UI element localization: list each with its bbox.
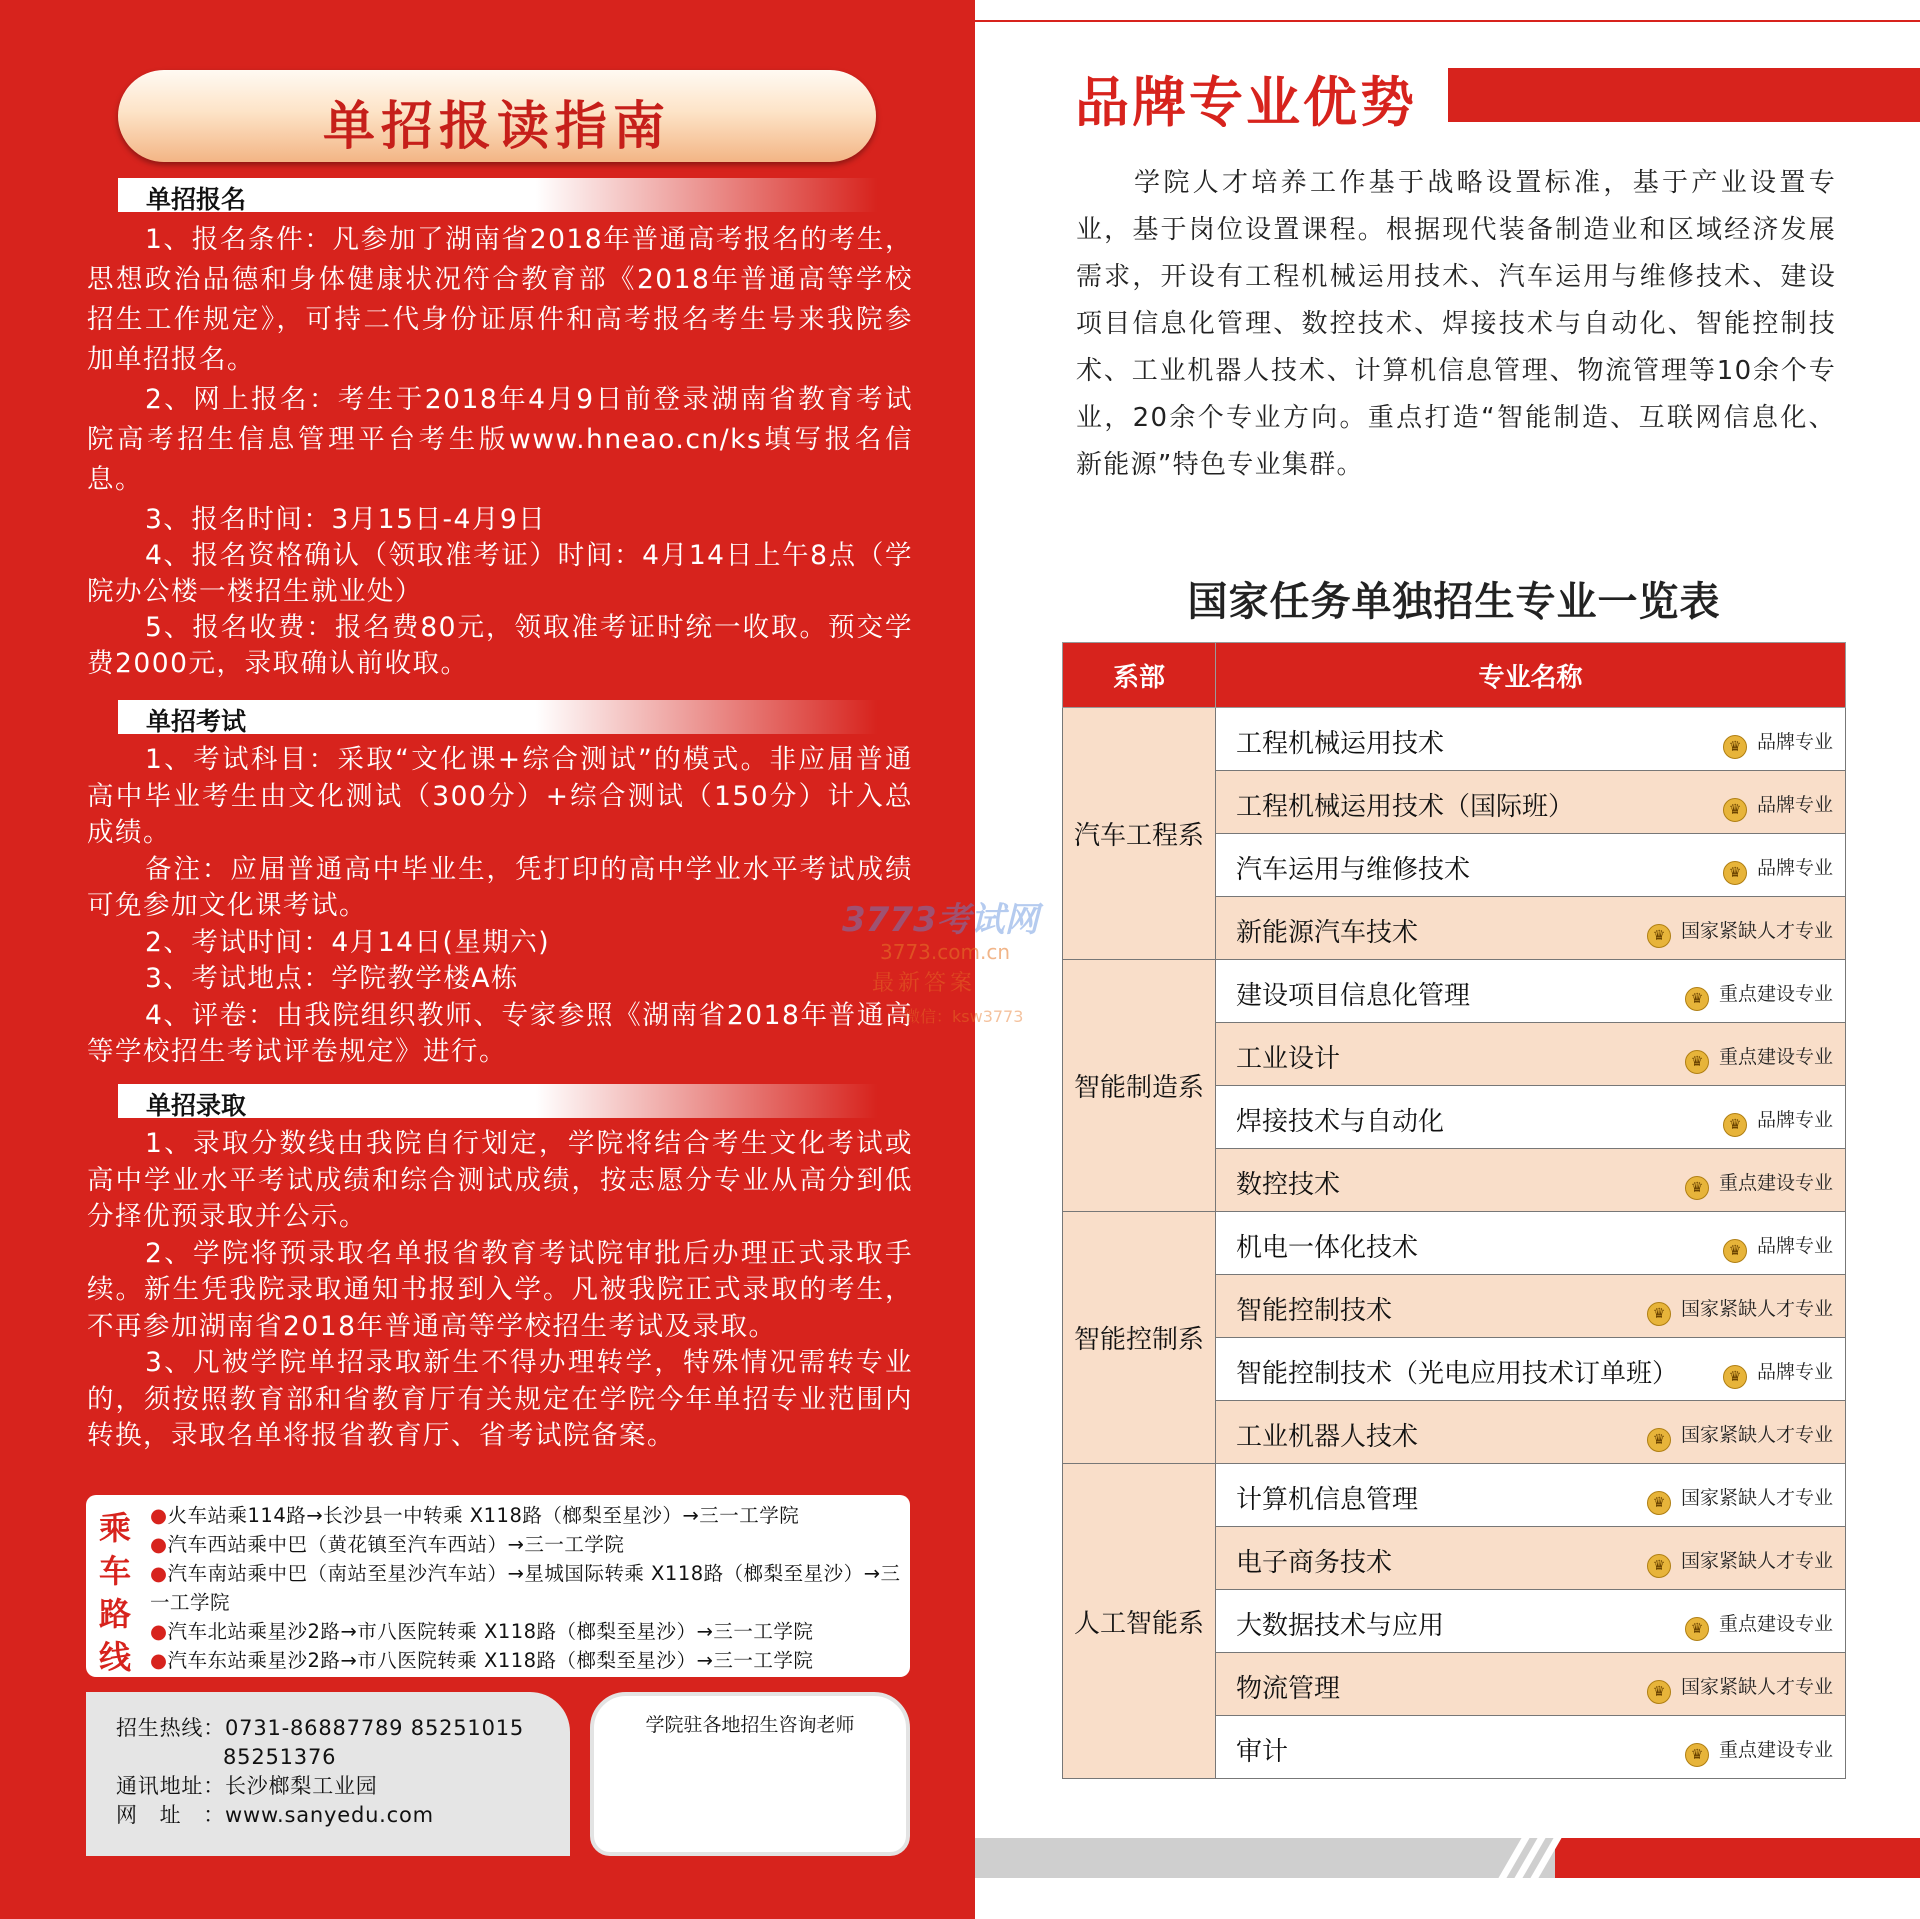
paragraph: 1、录取分数线由我院自行划定，学院将结合考生文化考试或高中学业水平考试成绩和综合测试成绩，按志愿分专业从高分到低分择优预录取并公示。: [87, 1128, 913, 1232]
hotline-line: 招生热线：0731-86887789 85251015: [116, 1716, 525, 1740]
paragraph: 4、评卷：由我院组织教师、专家参照《湖南省2018年普通高等学校招生考试评卷规定》进行。: [87, 999, 913, 1067]
bullet-icon: ●: [150, 1562, 168, 1585]
crown-icon: ♛: [1723, 861, 1747, 885]
major-tag: [1723, 727, 1833, 759]
bullet-icon: ●: [150, 1533, 168, 1556]
address-line: 通讯地址：长沙榔梨工业园: [116, 1774, 378, 1798]
crown-icon: ♛: [1647, 1428, 1671, 1452]
major-cell: [1216, 1527, 1846, 1590]
major-cell: [1216, 1212, 1846, 1275]
department-cell: 智能控制系: [1063, 1212, 1216, 1464]
crown-icon: ♛: [1647, 1680, 1671, 1704]
paragraph: 备注：应届普通高中毕业生，凭打印的高中学业水平考试成绩可免参加文化课考试。: [87, 853, 913, 921]
bus-route-label: 乘车路线: [98, 1509, 131, 1676]
major-tag: [1685, 1609, 1833, 1641]
crown-icon: ♛: [1723, 1365, 1747, 1389]
crown-icon: ♛: [1685, 1743, 1709, 1767]
major-tag-text: 国家紧缺人才专业: [1680, 1424, 1833, 1446]
table-row: [1063, 1212, 1846, 1275]
paragraph: 3、考试地点：学院教学楼A栋: [145, 963, 519, 994]
department-cell: 汽车工程系: [1063, 708, 1216, 960]
bus-route-box: [86, 1495, 910, 1677]
guide-title-banner: [118, 70, 876, 162]
table-row: [1063, 960, 1846, 1023]
major-name: 智能控制技术（光电应用技术订单班）: [1236, 1359, 1679, 1389]
major-name: 工程机械运用技术（国际班）: [1236, 792, 1575, 822]
watermark-logo: 3773考试网: [842, 900, 1039, 940]
crown-icon: ♛: [1723, 798, 1747, 822]
table-row: [1063, 1464, 1846, 1527]
major-tag: [1647, 1420, 1833, 1452]
major-name: 工业设计: [1236, 1044, 1341, 1074]
bullet-icon: ●: [150, 1620, 168, 1643]
watermark-text: 最新答案: [872, 971, 977, 996]
major-tag: [1723, 1231, 1833, 1263]
major-name: 电子商务技术: [1236, 1548, 1393, 1578]
crown-icon: ♛: [1723, 1239, 1747, 1263]
contact-box: [86, 1692, 570, 1856]
major-tag: [1723, 790, 1833, 822]
department-cell: 智能制造系: [1063, 960, 1216, 1212]
major-tag-text: 重点建设专业: [1718, 1172, 1833, 1194]
major-tag-text: 品牌专业: [1756, 1235, 1833, 1257]
major-name: 审计: [1236, 1737, 1289, 1767]
major-cell: [1216, 1653, 1846, 1716]
major-name: 机电一体化技术: [1236, 1233, 1419, 1263]
major-tag-text: 重点建设专业: [1718, 1739, 1833, 1761]
department-cell: 人工智能系: [1063, 1464, 1216, 1779]
major-name: 新能源汽车技术: [1236, 918, 1419, 948]
crown-icon: ♛: [1647, 1554, 1671, 1578]
route-item: ●汽车北站乘星沙2路→市八医院转乘 X118路（榔梨至星沙）→三一工学院: [150, 1620, 814, 1643]
major-cell: [1216, 834, 1846, 897]
majors-table-title: 国家任务单独招生专业一览表: [1187, 579, 1721, 625]
paragraph: 3、报名时间：3月15日-4月9日: [145, 504, 547, 535]
registration-text: [87, 220, 913, 500]
consultant-teacher-box: [590, 1692, 910, 1856]
top-divider: [975, 20, 1920, 22]
crown-icon: ♛: [1723, 735, 1747, 759]
major-cell: [1216, 1149, 1846, 1212]
major-name: 数控技术: [1236, 1170, 1341, 1200]
major-tag: [1647, 1483, 1833, 1515]
crown-icon: ♛: [1685, 1176, 1709, 1200]
section-heading-text: 单招录取: [146, 1091, 247, 1120]
major-cell: [1216, 1590, 1846, 1653]
table-header-row: [1063, 643, 1846, 708]
crown-icon: ♛: [1647, 1302, 1671, 1326]
admission-text: [87, 1126, 913, 1455]
section-heading-exam: [118, 700, 878, 734]
major-tag: [1647, 1294, 1833, 1326]
bullet-icon: ●: [150, 1649, 168, 1672]
major-cell: [1216, 1401, 1846, 1464]
hotline-line-2: 85251376: [223, 1745, 337, 1769]
brand-title: 品牌专业优势: [1075, 71, 1417, 134]
major-tag: [1723, 1105, 1833, 1137]
major-tag-text: 重点建设专业: [1718, 1046, 1833, 1068]
route-item: ●汽车西站乘中巴（黄花镇至汽车西站）→三一工学院: [150, 1533, 625, 1556]
major-tag-text: 国家紧缺人才专业: [1680, 1550, 1833, 1572]
bottom-decor-red: [1555, 1838, 1920, 1878]
brand-intro: 学院人才培养工作基于战略设置标准，基于产业设置专业，基于岗位设置课程。根据现代装备制造业和区域经济发展需求，开设有工程机械运用技术、汽车运用与维修技术、建设项目信息化管理、数控技术、焊接技术与自动化、智能控制技术、工业机器人技术、计算机信息管理、物流管理等10余个专业，20余个专业方向。重点打造“智能制造、互联网信息化、新能源”特色专业集群。: [1076, 168, 1837, 480]
header-department: 系部: [1063, 643, 1216, 708]
registration-text-2: [87, 502, 913, 682]
major-name: 工业机器人技术: [1236, 1422, 1419, 1452]
header-major: 专业名称: [1216, 643, 1846, 708]
major-tag-text: 品牌专业: [1756, 794, 1833, 816]
exam-text: [87, 742, 913, 1071]
major-tag: [1685, 1042, 1833, 1074]
consultant-teacher-label: 学院驻各地招生咨询老师: [645, 1714, 855, 1736]
section-heading-text: 单招考试: [146, 707, 247, 736]
paragraph: 1、考试科目：采取“文化课+综合测试”的模式。非应届普通高中毕业考生由文化测试（300分）+综合测试（150分）计入总成绩。: [87, 744, 913, 848]
crown-icon: ♛: [1723, 1113, 1747, 1137]
paragraph: 2、考试时间：4月14日(星期六): [145, 926, 551, 958]
major-name: 计算机信息管理: [1236, 1485, 1419, 1515]
crown-icon: ♛: [1685, 1617, 1709, 1641]
paragraph: 1、报名条件：凡参加了湖南省2018年普通高考报名的考生，思想政治品德和身体健康状况符合教育部《2018年普通高等学校招生工作规定》，可持二代身份证原件和高考报名考生号来我院参加单招报名。: [87, 224, 913, 375]
major-tag-text: 品牌专业: [1756, 1361, 1833, 1383]
major-cell: [1216, 960, 1846, 1023]
majors-table: [1062, 642, 1846, 1779]
guide-title: 单招报读指南: [322, 97, 671, 157]
brand-title-bar: [1448, 68, 1920, 122]
bullet-icon: ●: [150, 1504, 168, 1527]
major-cell: [1216, 1716, 1846, 1779]
watermark-domain: 3773.com.cn: [880, 940, 1010, 964]
paragraph: 5、报名收费：报名费80元，领取准考证时统一收取。预交学费2000元，录取确认前收取。: [87, 612, 913, 679]
major-cell: [1216, 897, 1846, 960]
major-tag-text: 国家紧缺人才专业: [1680, 920, 1833, 942]
route-item: ●火车站乘114路→长沙县一中转乘 X118路（榔梨至星沙）→三一工学院: [150, 1504, 800, 1527]
major-cell: [1216, 1275, 1846, 1338]
major-name: 汽车运用与维修技术: [1236, 855, 1471, 885]
major-tag: [1685, 1168, 1833, 1200]
major-tag: [1647, 1672, 1833, 1704]
major-tag: [1685, 979, 1833, 1011]
major-name: 物流管理: [1236, 1674, 1341, 1704]
crown-icon: ♛: [1647, 924, 1671, 948]
major-name: 大数据技术与应用: [1236, 1611, 1445, 1641]
major-cell: [1216, 771, 1846, 834]
table-row: [1063, 708, 1846, 771]
major-name: 智能控制技术: [1236, 1296, 1393, 1326]
major-cell: [1216, 708, 1846, 771]
section-heading-text: 单招报名: [146, 185, 247, 214]
paragraph: 2、学院将预录取名单报省教育考试院审批后办理正式录取手续。新生凭我院录取通知书报到入学。凡被我院正式录取的考生，不再参加湖南省2018年普通高等学校招生考试及录取。: [87, 1237, 913, 1342]
major-tag-text: 品牌专业: [1756, 731, 1833, 753]
route-item: ●汽车东站乘星沙2路→市八医院转乘 X118路（榔梨至星沙）→三一工学院: [150, 1649, 814, 1672]
crown-icon: ♛: [1647, 1491, 1671, 1515]
major-name: 工程机械运用技术: [1236, 729, 1445, 759]
major-tag-text: 重点建设专业: [1718, 1613, 1833, 1635]
major-cell: [1216, 1464, 1846, 1527]
major-cell: [1216, 1338, 1846, 1401]
major-tag-text: 品牌专业: [1756, 1109, 1833, 1131]
crown-icon: ♛: [1685, 1050, 1709, 1074]
major-tag: [1685, 1735, 1833, 1767]
major-cell: [1216, 1023, 1846, 1086]
section-heading-admission: [118, 1084, 878, 1118]
paragraph: 4、报名资格确认（领取准考证）时间：4月14日上午8点（学院办公楼一楼招生就业处）: [87, 540, 913, 607]
bus-route-list: [150, 1501, 902, 1675]
watermark-wechat: 微信：ksw3773: [904, 1007, 1024, 1026]
crown-icon: ♛: [1685, 987, 1709, 1011]
major-tag-text: 品牌专业: [1756, 857, 1833, 879]
major-tag: [1647, 916, 1833, 948]
major-cell: [1216, 1086, 1846, 1149]
major-name: 焊接技术与自动化: [1236, 1107, 1445, 1137]
paragraph: 2、网上报名：考生于2018年4月9日前登录湖南省教育考试院高考招生信息管理平台考生版www.hneao.cn/ks填写报名信息。: [87, 384, 913, 495]
major-tag: [1647, 1546, 1833, 1578]
major-tag: [1723, 853, 1833, 885]
major-tag: [1723, 1357, 1833, 1389]
section-heading-registration: [118, 178, 878, 212]
major-tag-text: 国家紧缺人才专业: [1680, 1487, 1833, 1509]
route-item: ●汽车南站乘中巴（南站至星沙汽车站）→星城国际转乘 X118路（榔梨至星沙）→三一工学院: [150, 1562, 901, 1614]
major-tag-text: 国家紧缺人才专业: [1680, 1298, 1833, 1320]
paragraph: 3、凡被学院单招录取新生不得办理转学，特殊情况需转专业的，须按照教育部和省教育厅有关规定在学院今年单招专业范围内转换，录取名单将报省教育厅、省考试院备案。: [87, 1347, 913, 1451]
major-tag-text: 国家紧缺人才专业: [1680, 1676, 1833, 1698]
website-line: 网 址 ：www.sanyedu.com: [116, 1803, 434, 1827]
major-tag-text: 重点建设专业: [1718, 983, 1833, 1005]
major-name: 建设项目信息化管理: [1236, 981, 1471, 1011]
